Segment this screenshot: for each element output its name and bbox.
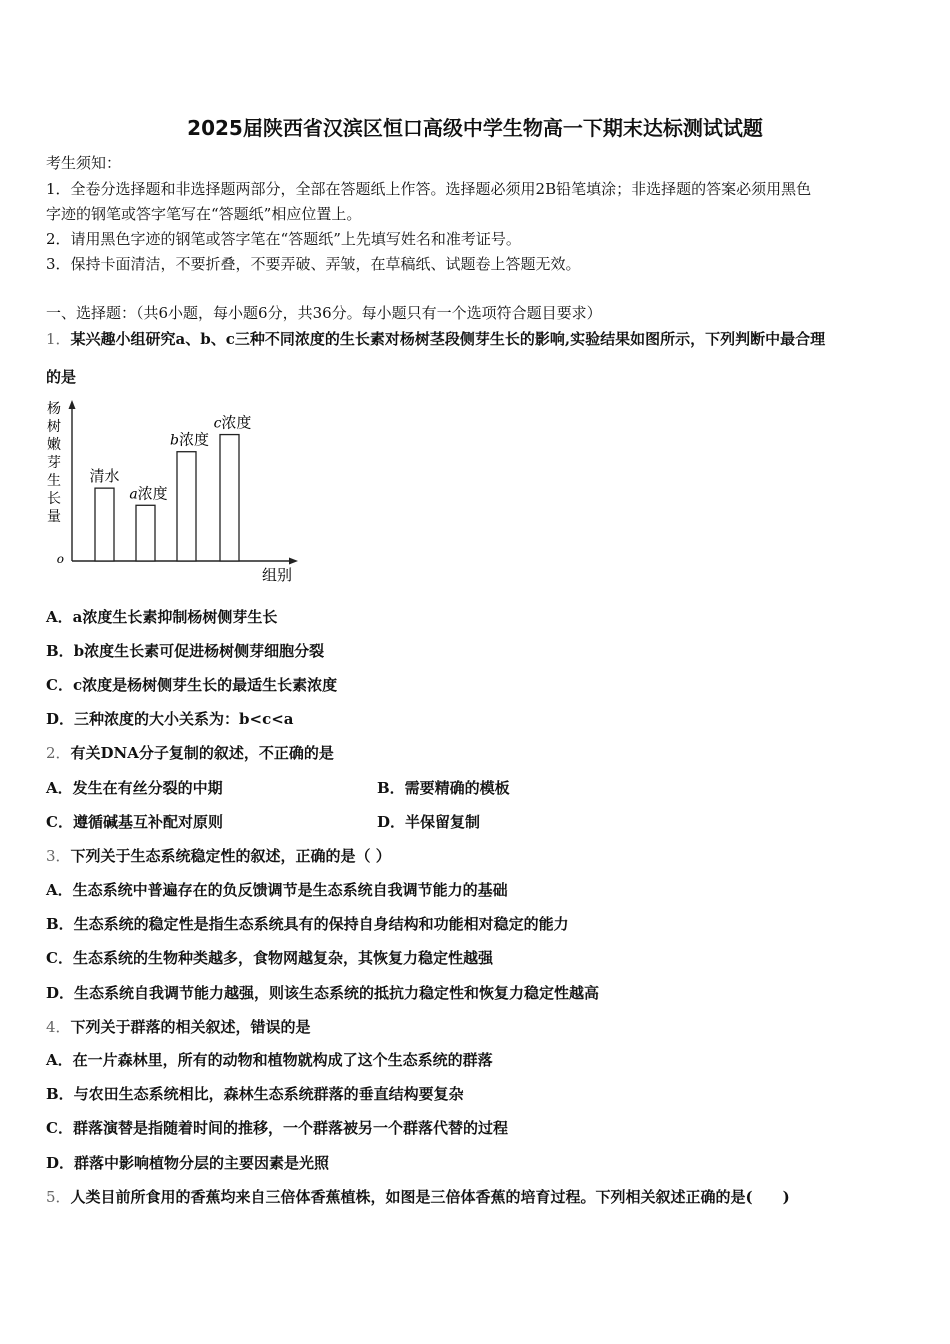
q4-option-d[interactable]: D．群落中影响植物分层的主要因素是光照: [46, 1154, 330, 1172]
question-number: 5．: [46, 1188, 71, 1206]
question-number: 2．: [46, 744, 71, 762]
question-stem: 某兴趣小组研究a、b、c三种不同浓度的生长素对杨树茎段侧芽生长的影响,实验结果如图所示，下列判断中最合理: [70, 330, 826, 348]
question-1: [46, 328, 825, 349]
notice-item-2: 2．请用黑色字迹的钢笔或答字笔在“答题纸”上先填写姓名和准考证号。: [46, 230, 521, 248]
notice-item-1: 1．全卷分选择题和非选择题两部分，全部在答题纸上作答。选择题必须用2B铅笔填涂；非选择题的答案必须用黑色: [46, 180, 812, 198]
chart-bar-label: a浓度: [129, 484, 168, 503]
notice-item-1-cont: 字迹的钢笔或答字笔写在“答题纸”相应位置上。: [46, 205, 362, 223]
y-axis-arrow-icon: [69, 400, 76, 409]
chart-bar-label: c浓度: [213, 413, 252, 432]
notice-heading: 考生须知：: [46, 154, 122, 172]
q1-option-a[interactable]: A．a浓度生长素抑制杨树侧芽生长: [46, 608, 278, 626]
question-5: [46, 1186, 790, 1207]
chart-y-axis-label-text: 杨树嫩芽生长量: [47, 401, 61, 525]
page-title: 2025届陕西省汉滨区恒口高级中学生物高一下期末达标测试试题: [187, 116, 763, 140]
x-axis-arrow-icon: [289, 558, 298, 565]
q1-option-c[interactable]: C．c浓度是杨树侧芽生长的最适生长素浓度: [46, 676, 338, 694]
notice-item-3: 3．保持卡面清洁，不要折叠，不要弄破、弄皱，在草稿纸、试题卷上答题无效。: [46, 255, 581, 273]
question-3: [46, 845, 391, 866]
q3-option-a[interactable]: A．生态系统中普遍存在的负反馈调节是生态系统自我调节能力的基础: [46, 881, 508, 899]
question-4: [46, 1016, 311, 1037]
chart-bar: [95, 488, 114, 561]
section-heading: 一、选择题：（共6小题，每小题6分，共36分。每小题只有一个选项符合题目要求）: [46, 304, 602, 322]
q3-option-b[interactable]: B．生态系统的稳定性是指生态系统具有的保持自身结构和功能相对稳定的能力: [46, 915, 569, 933]
q2-option-b[interactable]: B．需要精确的模板: [377, 779, 510, 797]
question-1-stem-cont: 的是: [46, 368, 77, 386]
question-stem: 下列关于群落的相关叙述，错误的是: [70, 1018, 311, 1036]
chart-x-axis-label: 组别: [262, 566, 293, 584]
question-number: 3．: [46, 847, 71, 865]
question-stem: 人类目前所食用的香蕉均来自三倍体香蕉植株，如图是三倍体香蕉的培育过程。下列相关叙述正确的是( ): [70, 1188, 790, 1206]
chart-bar: [220, 435, 239, 561]
q3-option-d[interactable]: D．生态系统自我调节能力越强，则该生态系统的抵抗力稳定性和恢复力稳定性越高: [46, 984, 600, 1002]
question-stem: 有关DNA分子复制的叙述，不正确的是: [70, 744, 334, 762]
q4-option-c[interactable]: C．群落演替是指随着时间的推移，一个群落被另一个群落代替的过程: [46, 1119, 508, 1137]
chart-bar: [177, 452, 196, 561]
q1-option-d[interactable]: D．三种浓度的大小关系为：b<c<a: [46, 710, 294, 728]
chart-y-axis-label: [47, 400, 61, 525]
chart-origin-label: o: [56, 552, 64, 566]
question-stem: 下列关于生态系统稳定性的叙述，正确的是（ ）: [70, 847, 391, 865]
q1-option-b[interactable]: B．b浓度生长素可促进杨树侧芽细胞分裂: [46, 642, 325, 660]
growth-bar-chart: [40, 395, 310, 590]
question-number: 4．: [46, 1018, 71, 1036]
q2-option-a[interactable]: A．发生在有丝分裂的中期: [46, 779, 223, 797]
q4-option-a[interactable]: A．在一片森林里，所有的动物和植物就构成了这个生态系统的群落: [46, 1051, 493, 1069]
q2-option-c[interactable]: C．遵循碱基互补配对原则: [46, 813, 223, 831]
q2-option-d[interactable]: D．半保留复制: [377, 813, 481, 831]
q4-option-b[interactable]: B．与农田生态系统相比，森林生态系统群落的垂直结构要复杂: [46, 1085, 464, 1103]
chart-bar: [136, 505, 155, 561]
question-2: [46, 742, 334, 763]
chart-bar-label: b浓度: [170, 430, 209, 449]
chart-bar-label: 清水: [89, 467, 120, 486]
question-number: 1．: [46, 330, 71, 348]
q3-option-c[interactable]: C．生态系统的生物种类越多，食物网越复杂，其恢复力稳定性越强: [46, 949, 493, 967]
